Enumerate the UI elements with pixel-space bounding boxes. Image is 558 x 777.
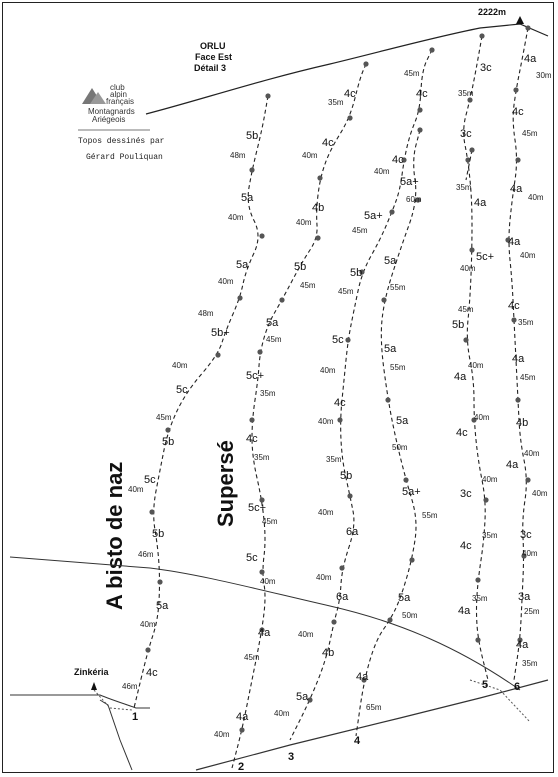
pitch-length-label: 45m — [262, 517, 278, 526]
pitch-grade-label: 5a — [398, 592, 411, 604]
pitch-grade-label: 5b — [152, 528, 165, 540]
pitch-length-label: 35m — [254, 453, 270, 462]
pitch-grade-label: 4c — [508, 300, 520, 312]
pitch-length-label: 30m — [536, 71, 552, 80]
start-number-1: 1 — [132, 711, 139, 723]
belay-station — [469, 247, 474, 252]
belay-station — [239, 727, 244, 732]
pitch-grade-label: 5a — [396, 415, 409, 427]
belay-station — [165, 427, 170, 432]
logo-text-1: club — [110, 83, 125, 92]
pitch-grade-label: 6a — [346, 526, 359, 538]
belay-station — [467, 97, 472, 102]
pitch-grade-label: 5c — [176, 384, 188, 396]
belay-station — [331, 619, 336, 624]
pitch-length-label: 40m — [522, 549, 538, 558]
pitch-grade-label: 6a — [336, 591, 349, 603]
pitch-grade-label: 5a+ — [402, 486, 421, 498]
pitch-grade-label: 4c — [322, 137, 334, 149]
belay-station — [515, 397, 520, 402]
belay-station — [149, 509, 154, 514]
pitch-grade-label: 5b — [340, 470, 353, 482]
logo-text-4: Montagnards — [88, 107, 135, 116]
pitch-length-label: 48m — [198, 309, 214, 318]
pitch-length-label: 40m — [468, 361, 484, 370]
route-name-b: Supersé — [213, 440, 238, 527]
belay-station — [381, 297, 386, 302]
belay-station — [409, 557, 414, 562]
belay-station — [259, 233, 264, 238]
belay-station — [483, 497, 488, 502]
route-name-a: A bisto de naz — [102, 461, 127, 610]
pitch-grade-label: 4a — [236, 711, 249, 723]
pitch-grade-label: 4b — [322, 647, 335, 659]
belay-station — [479, 33, 484, 38]
pitch-length-label: 40m — [274, 709, 290, 718]
pitch-grade-label: 3a — [518, 591, 531, 603]
pitch-length-label: 35m — [458, 89, 474, 98]
foot-trail — [196, 680, 548, 770]
belay-station — [339, 565, 344, 570]
pitch-length-label: 35m — [328, 98, 344, 107]
pitch-grade-label: 3c — [520, 529, 532, 541]
pitch-length-label: 40m — [316, 573, 332, 582]
pitch-length-label: 35m — [260, 389, 276, 398]
start-number-3: 3 — [288, 751, 295, 763]
pitch-grade-label: 4a — [474, 197, 487, 209]
belay-station — [215, 352, 220, 357]
belay-station — [347, 115, 352, 120]
pitch-grade-label: 4a — [454, 371, 467, 383]
start-number-5: 5 — [482, 679, 489, 691]
pitch-grade-label: 4c — [146, 667, 158, 679]
pitch-length-label: 50m — [402, 611, 418, 620]
belay-station — [525, 477, 530, 482]
belay-station — [385, 397, 390, 402]
pitch-length-label: 46m — [122, 682, 138, 691]
pitch-grade-label: 4a — [458, 605, 471, 617]
pitch-length-label: 40m — [532, 489, 548, 498]
pitch-length-label: 45m — [352, 226, 368, 235]
belay-station — [145, 647, 150, 652]
pitch-grade-label: 5b — [294, 261, 307, 273]
pitch-length-label: 40m — [374, 167, 390, 176]
belay-station — [475, 577, 480, 582]
belay-station — [513, 87, 518, 92]
pitch-grade-label: 4a — [356, 671, 369, 683]
belay-station — [315, 235, 320, 240]
pitch-length-label: 40m — [474, 413, 490, 422]
club-logo — [82, 83, 135, 124]
pitch-length-label: 40m — [172, 361, 188, 370]
pitch-grade-label: 4a — [516, 639, 529, 651]
pitch-grade-label: 4a — [512, 353, 525, 365]
pitch-grade-label: 5a+ — [400, 176, 419, 188]
labels-layer — [122, 53, 552, 739]
pitch-length-label: 35m — [518, 318, 534, 327]
summit-marker — [516, 16, 524, 24]
start-number-6: 6 — [514, 681, 521, 693]
pitch-length-label: 45m — [266, 335, 282, 344]
logo-text-2: alpin — [110, 90, 127, 99]
pitch-grade-label: 4c — [460, 540, 472, 552]
pitch-length-label: 40m — [482, 475, 498, 484]
pitch-grade-label: 4c — [512, 106, 524, 118]
pitch-length-label: 45m — [244, 653, 260, 662]
start-number-4: 4 — [354, 735, 361, 747]
pitch-length-label: 45m — [522, 129, 538, 138]
pitch-length-label: 25m — [524, 607, 540, 616]
pitch-grade-label: 4a — [506, 459, 519, 471]
credit-line2: Gérard Pouliquan — [86, 153, 163, 162]
pitch-grade-label: 5b — [452, 319, 465, 331]
belay-station — [387, 617, 392, 622]
pitch-length-label: 35m — [456, 183, 472, 192]
pitch-length-label: 40m — [520, 251, 536, 260]
belay-station — [389, 209, 394, 214]
zinkeria-label: Zinkéria — [74, 667, 109, 677]
pitch-grade-label: 4c — [246, 433, 258, 445]
belay-station — [279, 297, 284, 302]
pitch-grade-label: 4a — [524, 53, 537, 65]
pitch-grade-label: 5c — [144, 474, 156, 486]
base-line — [10, 695, 150, 708]
pitch-length-label: 40m — [460, 264, 476, 273]
belay-station — [317, 175, 322, 180]
pitch-grade-label: 4a — [510, 183, 523, 195]
pitch-grade-label: 5a — [156, 600, 169, 612]
belay-station — [363, 61, 368, 66]
belay-station — [337, 417, 342, 422]
pitch-length-label: 35m — [472, 594, 488, 603]
pitch-length-label: 40m — [524, 449, 540, 458]
belay-station — [345, 337, 350, 342]
pitch-length-label: 50m — [392, 443, 408, 452]
pitch-grade-label: 4c — [456, 427, 468, 439]
pitch-grade-label: 5c+ — [248, 502, 267, 514]
belay-station — [417, 127, 422, 132]
belay-station — [157, 579, 162, 584]
pitch-length-label: 40m — [214, 730, 230, 739]
pitch-grade-label: 4b — [312, 202, 325, 214]
pitch-length-label: 55m — [422, 511, 438, 520]
belay-station — [469, 147, 474, 152]
belay-station — [403, 477, 408, 482]
pitch-length-label: 48m — [230, 151, 246, 160]
belay-station — [249, 167, 254, 172]
pitch-length-label: 45m — [520, 373, 536, 382]
pitch-grade-label: 5c+ — [246, 370, 265, 382]
pitch-grade-label: 4c — [416, 88, 428, 100]
pitch-grade-label: 3c — [480, 62, 492, 74]
pitch-length-label: 40m — [318, 417, 334, 426]
belay-station — [237, 295, 242, 300]
pitch-grade-label: 4c — [334, 397, 346, 409]
pitch-grade-label: 4a — [508, 236, 521, 248]
pitch-length-label: 40m — [140, 620, 156, 629]
pitch-length-label: 35m — [326, 455, 342, 464]
pitch-length-label: 40m — [298, 630, 314, 639]
pitch-grade-label: 3c — [460, 488, 472, 500]
belay-station — [249, 417, 254, 422]
belay-station — [463, 337, 468, 342]
pitch-grade-label: 4b — [516, 417, 529, 429]
pitch-grade-label: 5a+ — [364, 210, 383, 222]
pitch-length-label: 45m — [300, 281, 316, 290]
belay-station — [417, 107, 422, 112]
pitch-grade-label: 4c — [392, 154, 404, 166]
pitch-grade-label: 5b — [246, 130, 259, 142]
belay-station — [475, 637, 480, 642]
pitch-grade-label: 5a — [384, 255, 397, 267]
pitch-grade-label: 5a — [296, 691, 309, 703]
pitch-length-label: 65m — [366, 703, 382, 712]
belay-station — [429, 47, 434, 52]
pitch-grade-label: 5c — [246, 552, 258, 564]
pitch-length-label: 60m — [406, 195, 422, 204]
credit-line1: Topos dessinés par — [78, 137, 165, 146]
pitch-length-label: 55m — [390, 283, 406, 292]
pitch-length-label: 40m — [228, 213, 244, 222]
start-number-2: 2 — [238, 761, 245, 773]
pitch-grade-label: 5b — [162, 436, 175, 448]
belay-station — [511, 317, 516, 322]
belay-station — [515, 157, 520, 162]
pitch-grade-label: 5a — [241, 192, 254, 204]
pitch-length-label: 40m — [260, 577, 276, 586]
header-line1: ORLU — [200, 41, 226, 51]
pitch-length-label: 40m — [528, 193, 544, 202]
belay-station — [347, 493, 352, 498]
pitch-grade-label: 5c+ — [476, 251, 495, 263]
pitch-grade-label: 5a — [384, 343, 397, 355]
pitch-length-label: 40m — [128, 485, 144, 494]
belay-station — [525, 25, 530, 30]
belay-station — [259, 569, 264, 574]
pitch-grade-label: 5c — [332, 334, 344, 346]
logo-text-3: français — [106, 97, 135, 106]
pitch-length-label: 45m — [338, 287, 354, 296]
pitch-grade-label: 4a — [258, 627, 271, 639]
trail-dotted — [470, 680, 530, 722]
pitch-length-label: 46m — [138, 550, 154, 559]
pitch-length-label: 55m — [390, 363, 406, 372]
pitch-grade-label: 4c — [344, 88, 356, 100]
pitch-length-label: 40m — [218, 277, 234, 286]
pitch-grade-label: 5b+ — [211, 327, 230, 339]
pitch-grade-label: 5a — [266, 317, 279, 329]
logo-text-5: Ariégeois — [92, 115, 126, 124]
pitch-grade-label: 5a — [236, 259, 249, 271]
summit-label: 2222m — [478, 7, 507, 17]
header-line3: Détail 3 — [194, 63, 227, 73]
pitch-length-label: 40m — [302, 151, 318, 160]
route-line-r1 — [134, 96, 268, 708]
pitch-length-label: 45m — [404, 69, 420, 78]
pitch-length-label: 40m — [320, 366, 336, 375]
zinkeria-arrow — [91, 682, 97, 690]
header-line2: Face Est — [195, 52, 233, 62]
pitch-length-label: 35m — [482, 531, 498, 540]
pitch-length-label: 45m — [156, 413, 172, 422]
belay-station — [257, 349, 262, 354]
pitch-length-label: 40m — [296, 218, 312, 227]
pitch-grade-label: 3c — [460, 128, 472, 140]
pitch-length-label: 40m — [318, 508, 334, 517]
pitch-length-label: 45m — [458, 305, 474, 314]
base-line-2 — [100, 700, 132, 770]
pitch-length-label: 35m — [522, 659, 538, 668]
belay-station — [265, 93, 270, 98]
pitch-grade-label: 5b — [350, 267, 363, 279]
